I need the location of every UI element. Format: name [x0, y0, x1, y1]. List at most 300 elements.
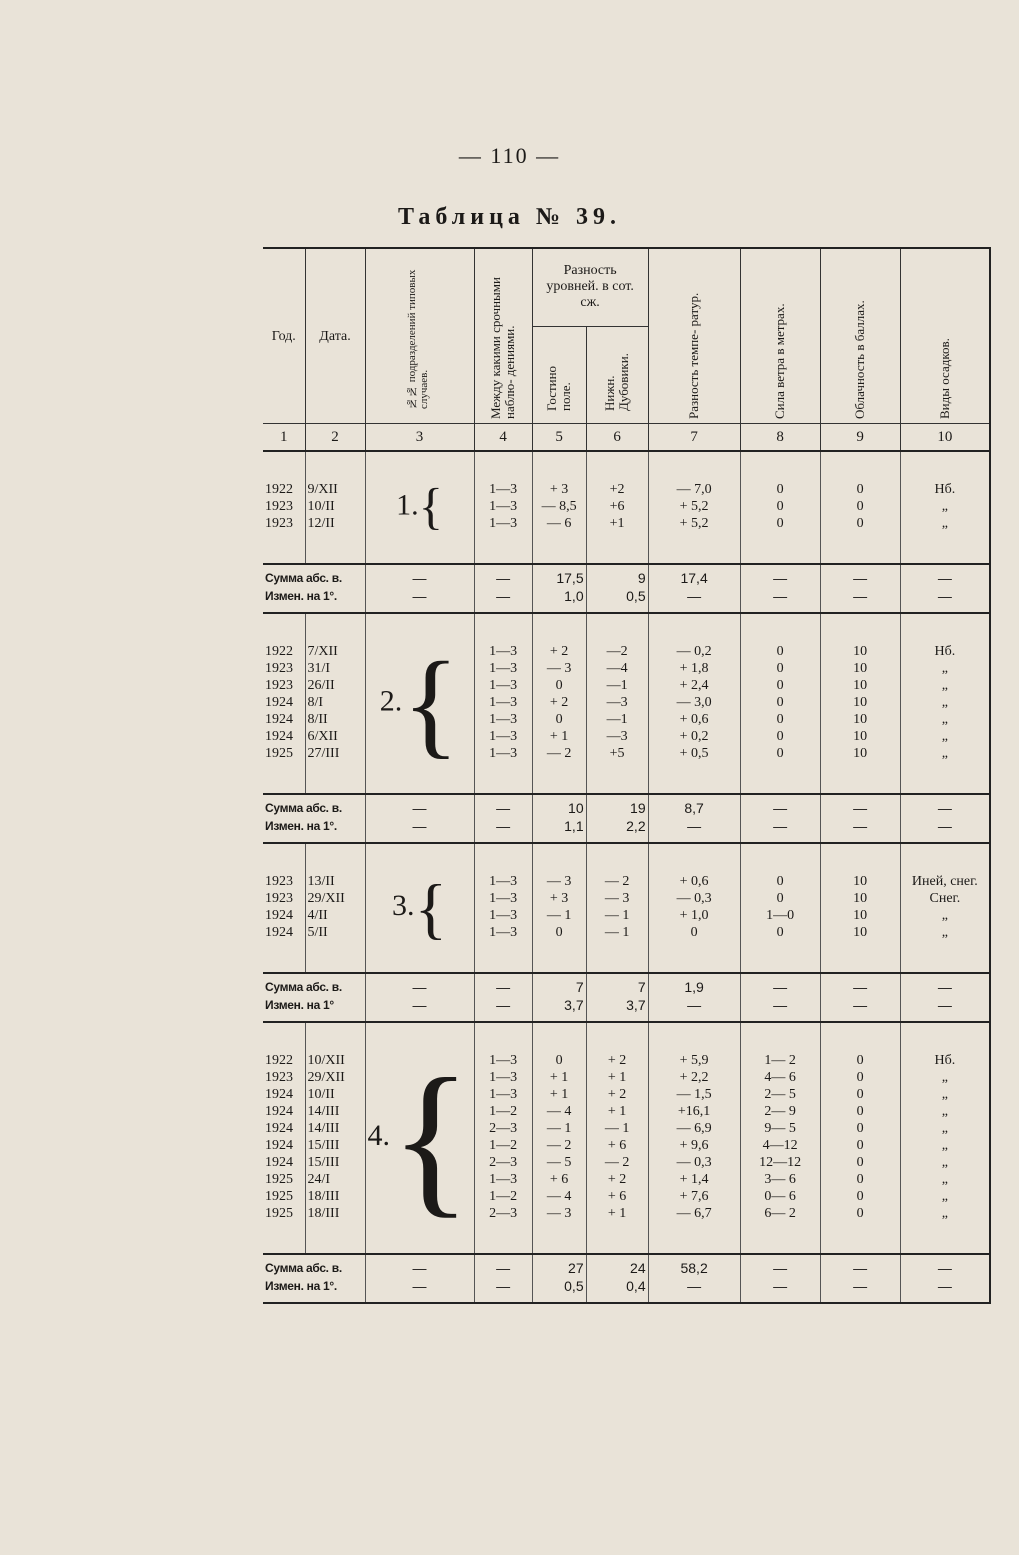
cloud-cell: 0 — [820, 1121, 900, 1138]
summary-wind: — — [740, 564, 820, 589]
sum-row — [263, 794, 990, 819]
summary-temperature: 1,9 — [648, 973, 740, 998]
year-cell: 1924 — [265, 712, 293, 727]
observations-cell: 1—3 — [474, 482, 532, 499]
dubovik-cell: — 1 — [586, 1121, 648, 1138]
summary-gostino: 1,1 — [532, 819, 586, 843]
wind-cell: 0 — [740, 891, 820, 908]
summary-wind: — — [740, 973, 820, 998]
cloud-cell: 10 — [820, 678, 900, 695]
change-row — [263, 589, 990, 613]
precip-cell: Нб. — [900, 644, 990, 661]
year-cell: 1925 — [265, 746, 293, 761]
data-table — [263, 247, 991, 1304]
header-temperature-difference: Разность темпе- ратур. — [648, 248, 740, 424]
date-cell: 7/XII — [305, 644, 365, 661]
dubovik-cell: +2 — [586, 482, 648, 499]
observations-cell: 2—3 — [474, 1206, 532, 1223]
summary-precip: — — [900, 973, 990, 998]
sum-row — [263, 1254, 990, 1279]
year-cell: 1925 — [265, 1206, 293, 1221]
year-cell: 1924 — [265, 1155, 293, 1170]
year-cell: 1924 — [265, 729, 293, 744]
summary-label: Измен. на 1°. — [263, 1279, 365, 1303]
wind-cell: 0 — [740, 695, 820, 712]
wind-cell: 0 — [740, 729, 820, 746]
summary-label: Измен. на 1°. — [263, 819, 365, 843]
temperature-cell: + 0,2 — [648, 729, 740, 746]
temperature-cell: — 6,9 — [648, 1121, 740, 1138]
summary-cloud: — — [820, 819, 900, 843]
cloud-cell: 10 — [820, 661, 900, 678]
column-number: 4 — [474, 424, 532, 452]
gostino-cell: + 6 — [532, 1172, 586, 1189]
header-year: Год. — [263, 248, 305, 424]
observations-cell: 1—3 — [474, 644, 532, 661]
observations-cell: 1—3 — [474, 1070, 532, 1087]
wind-cell: 4—12 — [740, 1138, 820, 1155]
gostino-cell: — 2 — [532, 1138, 586, 1155]
brace-icon: { — [418, 482, 444, 533]
date-cell: 15/III — [305, 1155, 365, 1172]
column-number: 3 — [365, 424, 474, 452]
dubovik-cell: + 2 — [586, 1087, 648, 1104]
dubovik-cell: + 1 — [586, 1104, 648, 1121]
year-cell: 1922 — [265, 482, 293, 497]
wind-cell: 0 — [740, 712, 820, 729]
summary-dubovik: 9 — [586, 564, 648, 589]
precip-cell: Снег. — [900, 891, 990, 908]
summary-cloud: — — [820, 1254, 900, 1279]
group-number: 3. — [391, 888, 415, 922]
summary-cell: — — [474, 1254, 532, 1279]
temperature-cell: + 9,6 — [648, 1138, 740, 1155]
summary-dubovik: 0,4 — [586, 1279, 648, 1303]
cloud-cell: 10 — [820, 925, 900, 942]
summary-temperature: 8,7 — [648, 794, 740, 819]
summary-wind: — — [740, 1254, 820, 1279]
temperature-cell: + 1,8 — [648, 661, 740, 678]
column-number: 6 — [586, 424, 648, 452]
summary-cloud: — — [820, 589, 900, 613]
summary-wind: — — [740, 819, 820, 843]
date-cell: 24/I — [305, 1172, 365, 1189]
dubovik-cell: —3 — [586, 695, 648, 712]
summary-label: Измен. на 1°. — [263, 589, 365, 613]
year-cell: 1922 — [265, 644, 293, 659]
summary-cell: — — [474, 564, 532, 589]
summary-dubovik: 0,5 — [586, 589, 648, 613]
gostino-cell: — 3 — [532, 874, 586, 891]
gostino-cell: 0 — [532, 712, 586, 729]
year-cell: 1924 — [265, 908, 293, 923]
group-label — [365, 482, 474, 533]
date-cell: 4/II — [305, 908, 365, 925]
summary-precip: — — [900, 819, 990, 843]
cloud-cell: 10 — [820, 729, 900, 746]
summary-cell: — — [474, 819, 532, 843]
temperature-cell: + 1,4 — [648, 1172, 740, 1189]
brace-icon: { — [402, 644, 460, 763]
observations-cell: 1—3 — [474, 712, 532, 729]
wind-cell: 0 — [740, 644, 820, 661]
date-cell: 8/I — [305, 695, 365, 712]
precip-cell: „ — [900, 499, 990, 516]
page-number: — 110 — — [458, 143, 561, 168]
dubovik-cell: —4 — [586, 661, 648, 678]
cloud-cell: 10 — [820, 712, 900, 729]
observations-cell: 1—3 — [474, 891, 532, 908]
year-cell: 1924 — [265, 695, 293, 710]
sum-row — [263, 564, 990, 589]
observations-cell: 1—3 — [474, 1087, 532, 1104]
temperature-cell: — 7,0 — [648, 482, 740, 499]
header-date: Дата. — [305, 248, 365, 424]
temperature-cell: + 0,6 — [648, 712, 740, 729]
wind-cell: 6— 2 — [740, 1206, 820, 1223]
year-cell: 1923 — [265, 499, 293, 514]
observations-cell: 2—3 — [474, 1121, 532, 1138]
column-number: 9 — [820, 424, 900, 452]
cloud-cell: 0 — [820, 1070, 900, 1087]
summary-cell: — — [365, 794, 474, 819]
date-cell: 27/III — [305, 746, 365, 763]
observations-cell: 1—3 — [474, 908, 532, 925]
precip-cell: „ — [900, 908, 990, 925]
precip-cell: „ — [900, 1121, 990, 1138]
wind-cell: 0— 6 — [740, 1189, 820, 1206]
observations-cell: 1—3 — [474, 516, 532, 533]
wind-cell: 2— 5 — [740, 1087, 820, 1104]
summary-gostino: 7 — [532, 973, 586, 998]
summary-gostino: 17,5 — [532, 564, 586, 589]
cloud-cell: 10 — [820, 644, 900, 661]
precip-cell: „ — [900, 1189, 990, 1206]
summary-cloud: — — [820, 973, 900, 998]
summary-dubovik: 24 — [586, 1254, 648, 1279]
gostino-cell: — 1 — [532, 908, 586, 925]
summary-cell: — — [474, 973, 532, 998]
temperature-cell: — 1,5 — [648, 1087, 740, 1104]
year-cell: 1922 — [265, 1053, 293, 1068]
header-subdivision: №№ подразделений типовых случаев. — [365, 248, 474, 424]
summary-label: Сумма абс. в. — [263, 973, 365, 998]
temperature-cell: — 0,2 — [648, 644, 740, 661]
precip-cell: „ — [900, 925, 990, 942]
dubovik-cell: —1 — [586, 712, 648, 729]
observations-cell: 1—3 — [474, 925, 532, 942]
summary-precip: — — [900, 794, 990, 819]
summary-label: Сумма абс. в. — [263, 1254, 365, 1279]
summary-precip: — — [900, 589, 990, 613]
gostino-cell: + 1 — [532, 1070, 586, 1087]
summary-gostino: 0,5 — [532, 1279, 586, 1303]
date-cell: 29/XII — [305, 891, 365, 908]
header-level-difference: Разность уровней. в сот. сж. — [532, 248, 648, 326]
precip-cell: Нб. — [900, 1053, 990, 1070]
date-cell: 29/XII — [305, 1070, 365, 1087]
year-cell: 1923 — [265, 891, 293, 906]
summary-temperature: — — [648, 589, 740, 613]
gostino-cell: — 6 — [532, 516, 586, 533]
cloud-cell: 0 — [820, 499, 900, 516]
cloud-cell: 0 — [820, 1189, 900, 1206]
summary-precip: — — [900, 564, 990, 589]
temperature-cell: + 0,6 — [648, 874, 740, 891]
gostino-cell: + 3 — [532, 891, 586, 908]
brace-icon: { — [390, 1053, 472, 1223]
wind-cell: 4— 6 — [740, 1070, 820, 1087]
observations-cell: 1—3 — [474, 695, 532, 712]
column-number: 7 — [648, 424, 740, 452]
table-row — [263, 644, 990, 661]
dubovik-cell: +6 — [586, 499, 648, 516]
date-cell: 10/XII — [305, 1053, 365, 1070]
wind-cell: 0 — [740, 516, 820, 533]
year-cell: 1923 — [265, 1070, 293, 1085]
summary-cloud: — — [820, 1279, 900, 1303]
table-row — [263, 482, 990, 499]
date-cell: 10/II — [305, 1087, 365, 1104]
column-number: 8 — [740, 424, 820, 452]
observations-cell: 1—3 — [474, 874, 532, 891]
summary-label: Сумма абс. в. — [263, 794, 365, 819]
gostino-cell: — 4 — [532, 1104, 586, 1121]
header-between-observations: Между какими срочными наблю- дениями. — [474, 248, 532, 424]
header-gostino: Гостино поле. — [532, 326, 586, 423]
precip-cell: „ — [900, 1138, 990, 1155]
summary-wind: — — [740, 589, 820, 613]
precip-cell: „ — [900, 1155, 990, 1172]
date-cell: 10/II — [305, 499, 365, 516]
temperature-cell: + 5,2 — [648, 499, 740, 516]
brace-icon: { — [414, 874, 448, 942]
gostino-cell: + 2 — [532, 695, 586, 712]
group-number: 2. — [379, 684, 403, 718]
dubovik-cell: —1 — [586, 678, 648, 695]
date-cell: 9/XII — [305, 482, 365, 499]
observations-cell: 1—3 — [474, 729, 532, 746]
dubovik-cell: + 2 — [586, 1053, 648, 1070]
dubovik-cell: — 2 — [586, 874, 648, 891]
cloud-cell: 0 — [820, 1087, 900, 1104]
precip-cell: „ — [900, 1104, 990, 1121]
summary-cell: — — [365, 819, 474, 843]
summary-cell: — — [365, 564, 474, 589]
gostino-cell: + 2 — [532, 644, 586, 661]
temperature-cell: 0 — [648, 925, 740, 942]
gostino-cell: + 1 — [532, 729, 586, 746]
cloud-cell: 0 — [820, 1104, 900, 1121]
year-cell: 1924 — [265, 1104, 293, 1119]
observations-cell: 1—3 — [474, 499, 532, 516]
year-cell: 1924 — [265, 925, 293, 940]
summary-temperature: 58,2 — [648, 1254, 740, 1279]
observations-cell: 2—3 — [474, 1155, 532, 1172]
summary-dubovik: 7 — [586, 973, 648, 998]
date-cell: 31/I — [305, 661, 365, 678]
gostino-cell: — 3 — [532, 661, 586, 678]
summary-cell: — — [365, 998, 474, 1022]
gostino-cell: — 2 — [532, 746, 586, 763]
precip-cell: „ — [900, 678, 990, 695]
summary-temperature: — — [648, 998, 740, 1022]
group-number: 4. — [367, 1118, 390, 1152]
precip-cell: „ — [900, 729, 990, 746]
observations-cell: 1—2 — [474, 1189, 532, 1206]
temperature-cell: — 0,3 — [648, 1155, 740, 1172]
observations-cell: 1—3 — [474, 1172, 532, 1189]
summary-dubovik: 3,7 — [586, 998, 648, 1022]
date-cell: 14/III — [305, 1104, 365, 1121]
wind-cell: 1—0 — [740, 908, 820, 925]
wind-cell: 0 — [740, 746, 820, 763]
summary-cell: — — [474, 589, 532, 613]
year-cell: 1923 — [265, 874, 293, 889]
precip-cell: „ — [900, 661, 990, 678]
precip-cell: „ — [900, 516, 990, 533]
column-number: 2 — [305, 424, 365, 452]
precip-cell: „ — [900, 1206, 990, 1223]
temperature-cell: + 7,6 — [648, 1189, 740, 1206]
observations-cell: 1—3 — [474, 678, 532, 695]
date-cell: 8/II — [305, 712, 365, 729]
summary-cell: — — [365, 973, 474, 998]
summary-precip: — — [900, 998, 990, 1022]
wind-cell: 2— 9 — [740, 1104, 820, 1121]
observations-cell: 1—2 — [474, 1138, 532, 1155]
year-cell: 1923 — [265, 661, 293, 676]
cloud-cell: 0 — [820, 1206, 900, 1223]
temperature-cell: — 6,7 — [648, 1206, 740, 1223]
summary-cloud: — — [820, 998, 900, 1022]
cloud-cell: 0 — [820, 516, 900, 533]
header-precipitation: Виды осадков. — [900, 248, 990, 424]
precip-cell: „ — [900, 712, 990, 729]
table-title: Таблица № 39. — [397, 204, 622, 230]
dubovik-cell: — 2 — [586, 1155, 648, 1172]
cloud-cell: 10 — [820, 908, 900, 925]
temperature-cell: + 5,2 — [648, 516, 740, 533]
dubovik-cell: — 1 — [586, 925, 648, 942]
gostino-cell: — 4 — [532, 1189, 586, 1206]
header-cloudiness: Облачность в баллах. — [820, 248, 900, 424]
wind-cell: 0 — [740, 661, 820, 678]
wind-cell: 0 — [740, 482, 820, 499]
dubovik-cell: +1 — [586, 516, 648, 533]
precip-cell: „ — [900, 1070, 990, 1087]
column-number: 5 — [532, 424, 586, 452]
gostino-cell: 0 — [532, 925, 586, 942]
cloud-cell: 0 — [820, 482, 900, 499]
summary-cell: — — [365, 589, 474, 613]
gostino-cell: 0 — [532, 678, 586, 695]
observations-cell: 1—3 — [474, 661, 532, 678]
cloud-cell: 10 — [820, 695, 900, 712]
wind-cell: 0 — [740, 678, 820, 695]
table-row — [263, 874, 990, 891]
change-row — [263, 819, 990, 843]
summary-label: Измен. на 1° — [263, 998, 365, 1022]
precip-cell: Иней, снег. — [900, 874, 990, 891]
gostino-cell: — 3 — [532, 1206, 586, 1223]
column-number: 1 — [263, 424, 305, 452]
dubovik-cell: +5 — [586, 746, 648, 763]
temperature-cell: +16,1 — [648, 1104, 740, 1121]
year-cell: 1925 — [265, 1189, 293, 1204]
summary-dubovik: 19 — [586, 794, 648, 819]
summary-temperature: — — [648, 819, 740, 843]
summary-dubovik: 2,2 — [586, 819, 648, 843]
summary-cell: — — [365, 1279, 474, 1303]
date-cell: 18/III — [305, 1189, 365, 1206]
dubovik-cell: —3 — [586, 729, 648, 746]
year-cell: 1923 — [265, 516, 293, 531]
year-cell: 1924 — [265, 1121, 293, 1136]
summary-temperature: 17,4 — [648, 564, 740, 589]
column-number: 10 — [900, 424, 990, 452]
dubovik-cell: + 6 — [586, 1189, 648, 1206]
temperature-cell: — 3,0 — [648, 695, 740, 712]
observations-cell: 1—3 — [474, 1053, 532, 1070]
sum-row — [263, 973, 990, 998]
gostino-cell: + 3 — [532, 482, 586, 499]
change-row — [263, 1279, 990, 1303]
cloud-cell: 0 — [820, 1155, 900, 1172]
date-cell: 5/II — [305, 925, 365, 942]
wind-cell: 0 — [740, 874, 820, 891]
summary-cell: — — [365, 1254, 474, 1279]
gostino-cell: — 5 — [532, 1155, 586, 1172]
wind-cell: 12—12 — [740, 1155, 820, 1172]
summary-cell: — — [474, 1279, 532, 1303]
dubovik-cell: — 3 — [586, 891, 648, 908]
cloud-cell: 0 — [820, 1053, 900, 1070]
cloud-cell: 10 — [820, 874, 900, 891]
summary-temperature: — — [648, 1279, 740, 1303]
summary-wind: — — [740, 794, 820, 819]
wind-cell: 0 — [740, 499, 820, 516]
cloud-cell: 0 — [820, 1138, 900, 1155]
precip-cell: „ — [900, 695, 990, 712]
wind-cell: 1— 2 — [740, 1053, 820, 1070]
dubovik-cell: + 6 — [586, 1138, 648, 1155]
summary-gostino: 27 — [532, 1254, 586, 1279]
group-label — [365, 644, 474, 763]
gostino-cell: — 1 — [532, 1121, 586, 1138]
cloud-cell: 10 — [820, 746, 900, 763]
group-label — [365, 874, 474, 942]
observations-cell: 1—3 — [474, 746, 532, 763]
temperature-cell: + 1,0 — [648, 908, 740, 925]
date-cell: 12/II — [305, 516, 365, 533]
temperature-cell: + 5,9 — [648, 1053, 740, 1070]
date-cell: 15/III — [305, 1138, 365, 1155]
date-cell: 6/XII — [305, 729, 365, 746]
gostino-cell: + 1 — [532, 1087, 586, 1104]
precip-cell: „ — [900, 746, 990, 763]
temperature-cell: + 0,5 — [648, 746, 740, 763]
summary-cell: — — [474, 998, 532, 1022]
table-row — [263, 1053, 990, 1070]
date-cell: 26/II — [305, 678, 365, 695]
year-cell: 1924 — [265, 1087, 293, 1102]
date-cell: 18/III — [305, 1206, 365, 1223]
gostino-cell: 0 — [532, 1053, 586, 1070]
cloud-cell: 10 — [820, 891, 900, 908]
wind-cell: 9— 5 — [740, 1121, 820, 1138]
year-cell: 1924 — [265, 1138, 293, 1153]
